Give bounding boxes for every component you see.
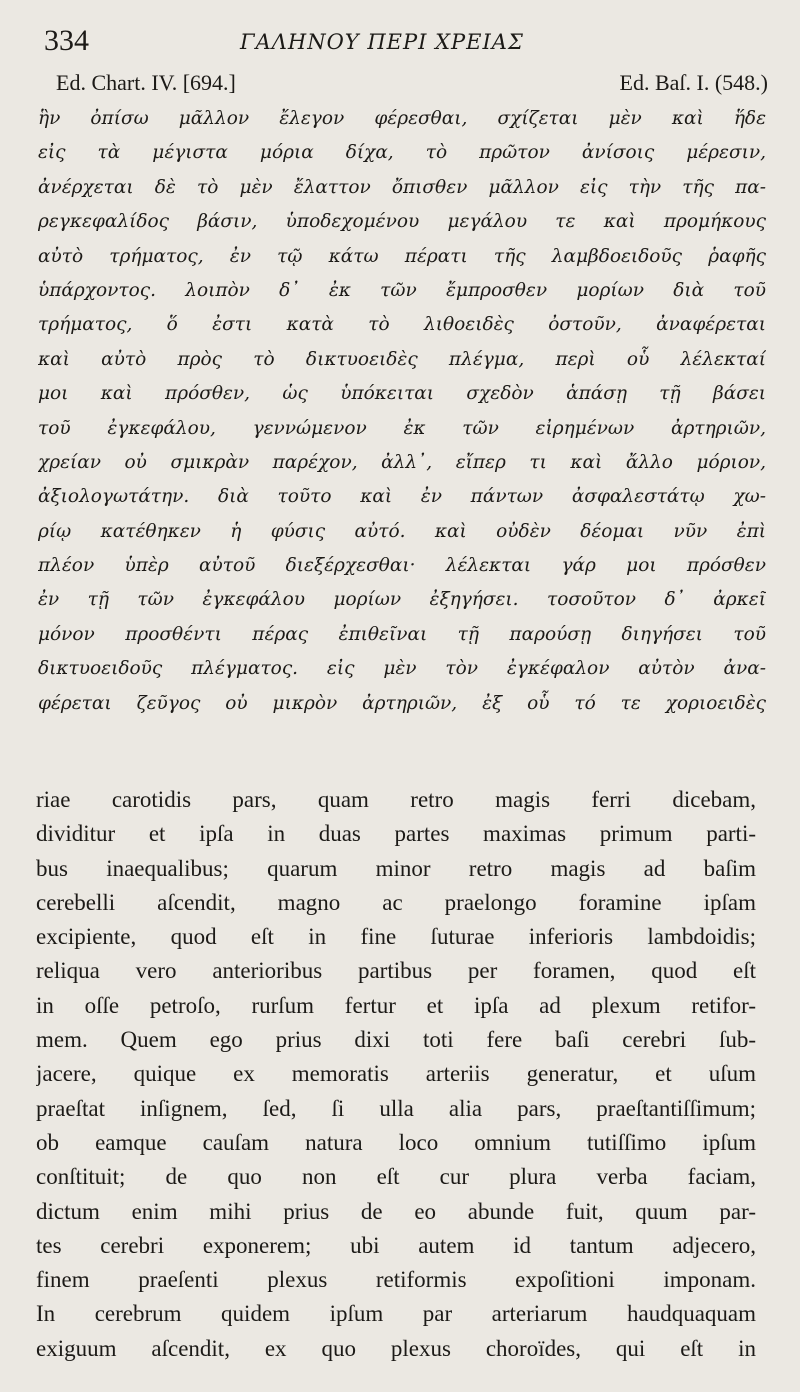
latin-text-line: tes cerebri exponerem; ubi autem id tantum adjecero,	[36, 1232, 756, 1258]
greek-text-line: ρίῳ κατέθηκεν ἡ φύσις αὐτό. καὶ οὐδὲν δέομαι νῦν ἐπὶ	[38, 520, 766, 542]
latin-text-block	[36, 783, 756, 1366]
edition-basel-reference: Ed. Baſ. I. (548.)	[619, 70, 768, 95]
greek-text-line: πλέον ὑπὲρ αὐτοῦ διεξέρχεσθαι· λέλεκται γάρ μοι πρόσθεν	[38, 555, 766, 577]
greek-text-line: φέρεται ζεῦγος οὐ μικρὸν ἀρτηριῶν, ἐξ οὗ τό τε χοριοειδὲς	[38, 692, 766, 714]
latin-text-line: praeſtat inſignem, ſed, ſi ulla alia pars, praeſtantiſſimum;	[36, 1095, 756, 1121]
edition-chartier-reference: Ed. Chart. IV. [694.]	[56, 70, 236, 95]
bleed-through-text	[40, 752, 760, 772]
latin-text-line: exiguum aſcendit, ex quo plexus choroïdes, qui eſt in	[36, 1335, 756, 1361]
greek-text-line: τοῦ ἐγκεφάλου, γεννώμενον ἐκ τῶν εἰρημένων ἀρτηριῶν,	[38, 417, 766, 439]
greek-text-line: μόνον προσθέντι πέρας ἐπιθεῖναι τῇ παρούσῃ διηγήσει τοῦ	[38, 623, 766, 645]
latin-text-line: jacere, quique ex memoratis arteriis generatur, et uſum	[36, 1061, 756, 1087]
greek-text-line: ἣν ὀπίσω μᾶλλον ἔλεγον φέρεσθαι, σχίζεται μὲν καὶ ἥδε	[38, 108, 766, 129]
latin-text-line: excipiente, quod eſt in fine ſuturae inferioris lambdoidis;	[36, 924, 756, 950]
greek-text-line: ἀνέρχεται δὲ τὸ μὲν ἔλαττον ὄπισθεν μᾶλλον εἰς τὴν τῆς πα-	[38, 176, 766, 198]
greek-text-line: ρεγκεφαλίδος βάσιν, ὑποδεχομένου μεγάλου τε καὶ προμήκους	[38, 211, 766, 233]
latin-text-line: dictum enim mihi prius de eo abunde fuit, quum par-	[36, 1198, 756, 1224]
greek-text-line: μοι καὶ πρόσθεν, ὡς ὑπόκειται σχεδὸν ἁπάσῃ τῇ βάσει	[38, 383, 766, 405]
latin-text-line: dividitur et ipſa in duas partes maximas primum parti-	[36, 821, 756, 847]
latin-text-line: ob eamque cauſam natura loco omnium tutiſſimo ipſum	[36, 1129, 756, 1155]
greek-text-line: χρείαν οὐ σμικρὰν παρέχον, ἀλλ᾽, εἴπερ τι καὶ ἄλλο μόριον,	[38, 451, 766, 473]
latin-text-line: bus inaequalibus; quarum minor retro magis ad baſim	[36, 855, 756, 881]
latin-text-line: in oſſe petroſo, rurſum fertur et ipſa ad plexum retifor-	[36, 992, 756, 1018]
page-number: 334	[44, 24, 89, 57]
latin-text-line: finem praeſenti plexus retiformis expoſitioni imponam.	[36, 1267, 756, 1293]
greek-text-line: ἐν τῇ τῶν ἐγκεφάλου μορίων ἐξηγήσει. τοσοῦτον δ᾽ ἀρκεῖ	[38, 589, 766, 611]
greek-text-line: δικτυοειδοῦς πλέγματος. εἰς μὲν τὸν ἐγκέφαλον αὐτὸν ἀνα-	[38, 658, 766, 680]
latin-text-line: riae carotidis pars, quam retro magis ferri dicebam,	[36, 787, 756, 812]
greek-text-line: ὑπάρχοντος. λοιπὸν δ᾽ ἐκ τῶν ἔμπροσθεν μορίων διὰ τοῦ	[38, 279, 766, 301]
greek-text-block	[38, 102, 766, 721]
latin-text-line: cerebelli aſcendit, magno ac praelongo foramine ipſam	[36, 889, 756, 915]
latin-text-line: conſtituit; de quo non eſt cur plura verba faciam,	[36, 1164, 756, 1190]
latin-text-line: In cerebrum quidem ipſum par arteriarum haudquaquam	[36, 1301, 756, 1327]
greek-text-line: εἰς τὰ μέγιστα μόρια δίχα, τὸ πρῶτον ἀνίσοις μέρεσιν,	[38, 142, 766, 164]
greek-text-line: ἀξιολογωτάτην. διὰ τοῦτο καὶ ἐν πάντων ἀσφαλεστάτῳ χω-	[38, 486, 766, 508]
greek-text-line: αὐτὸ τρήματος, ἐν τῷ κάτω πέρατι τῆς λαμβδοειδοῦς ῥαφῆς	[38, 245, 766, 267]
edition-references	[56, 70, 768, 100]
latin-text-line: mem. Quem ego prius dixi toti fere baſi cerebri ſub-	[36, 1027, 756, 1053]
page-header	[44, 24, 774, 64]
running-title: ΓΑΛΗΝΟΥ ΠΕΡΙ ΧΡΕΙΑΣ	[240, 30, 524, 54]
greek-text-line: τρήματος, ὅ ἐστι κατὰ τὸ λιθοειδὲς ὀστοῦν, ἀναφέρεται	[38, 314, 766, 336]
greek-text-line: καὶ αὐτὸ πρὸς τὸ δικτυοειδὲς πλέγμα, περὶ οὗ λέλεκταί	[38, 348, 766, 370]
latin-text-line: reliqua vero anterioribus partibus per foramen, quod eſt	[36, 958, 756, 984]
